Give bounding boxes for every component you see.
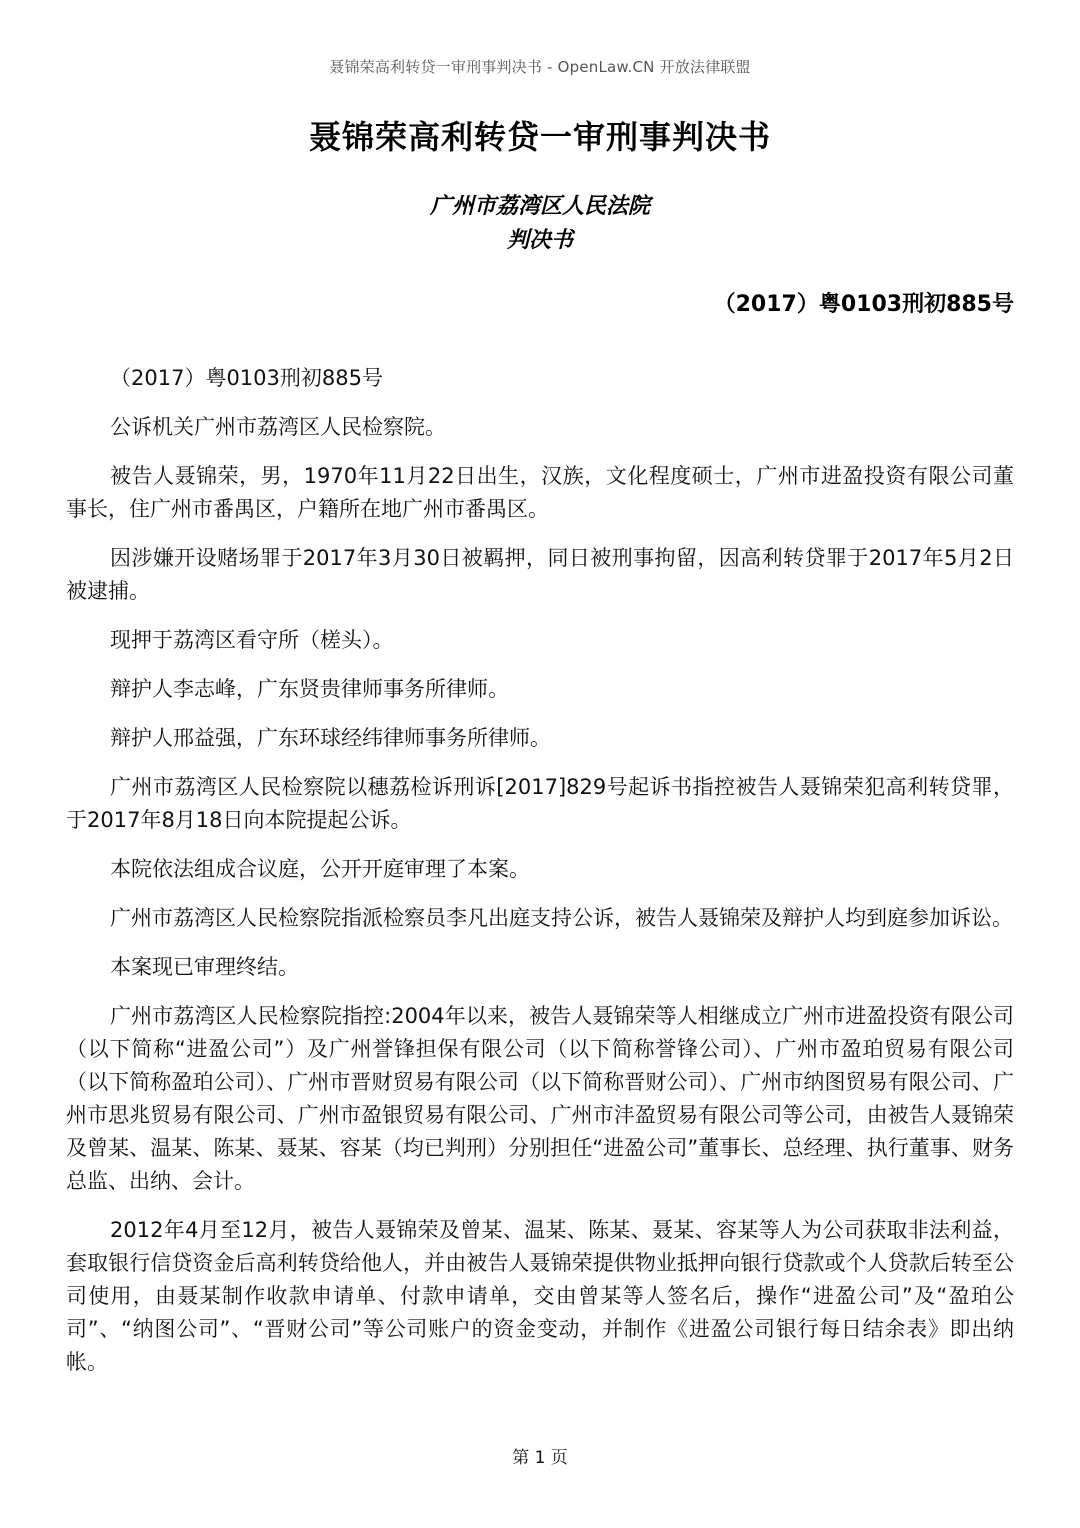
- paragraph-custody: 现押于荔湾区看守所（槎头）。: [110, 628, 394, 652]
- judgment-body: [66, 362, 1014, 1395]
- court-name: 广州市荔湾区人民法院: [429, 194, 650, 219]
- paragraph-case-number: （2017）粤0103刑初885号: [110, 366, 383, 390]
- paragraph-indictment: 广州市荔湾区人民检察院以穗荔检诉刑诉[2017]829号起诉书指控被告人聂锦荣犯高利转贷罪，于2017年8月18日向本院提起公诉。: [66, 775, 1014, 832]
- paragraph-prosecutor: 公诉机关广州市荔湾区人民检察院。: [110, 415, 446, 439]
- paragraph-detention: 因涉嫌开设赌场罪于2017年3月30日被羁押，同日被刑事拘留，因高利转贷罪于2017年5月2日被逮捕。: [66, 546, 1014, 603]
- court-block: [0, 190, 1080, 258]
- page-number: 第 1 页: [512, 1448, 568, 1468]
- paragraph-court-session: 广州市荔湾区人民检察院指派检察员李凡出庭支持公诉，被告人聂锦荣及辩护人均到庭参加诉讼。: [110, 906, 1013, 930]
- paragraph-concluded: 本案现已审理终结。: [110, 955, 299, 979]
- paragraph-charges: 广州市荔湾区人民检察院指控:2004年以来，被告人聂锦荣等人相继成立广州市进盈投资有限公司（以下简称“进盈公司”）及广州誉锋担保有限公司（以下简称誉锋公司）、广州市盈珀贸易有限公司（以下简称盈珀公司）、广州市晋财贸易有限公司（以下简称晋财公司）、广州市纳图贸易有限公司、广州市思兆贸易有限公司、广州市盈银贸易有限公司、广州市沣盈贸易有限公司等公司，由被告人聂锦荣及曾某、温某、陈某、聂某、容某（均已判刑）分别担任“进盈公司”董事长、总经理、执行董事、财务总监、出纳、会计。: [66, 1004, 1014, 1193]
- paragraph-defender-1: 辩护人李志峰，广东贤贵律师事务所律师。: [110, 677, 509, 701]
- case-number: （2017）粤0103刑初885号: [713, 292, 1014, 317]
- document-title: 聂锦荣高利转贷一审刑事判决书: [308, 118, 771, 156]
- paragraph-defender-2: 辩护人邢益强，广东环球经纬律师事务所律师。: [110, 726, 551, 750]
- document-type: 判决书: [506, 228, 573, 253]
- paragraph-defendant: 被告人聂锦荣，男，1970年11月22日出生，汉族，文化程度硕士，广州市进盈投资有限公司董事长，住广州市番禺区，户籍所在地广州市番禺区。: [66, 464, 1014, 521]
- running-header: 聂锦荣高利转贷一审刑事判决书 - OpenLaw.CN 开放法律联盟: [329, 58, 751, 76]
- paragraph-facts: 2012年4月至12月，被告人聂锦荣及曾某、温某、陈某、聂某、容某等人为公司获取非法利益，套取银行信贷资金后高利转贷给他人，并由被告人聂锦荣提供物业抵押向银行贷款或个人贷款后转至公司使用，由聂某制作收款申请单、付款申请单，交由曾某等人签名后，操作“进盈公司”及“盈珀公司”、“纳图公司”、“晋财公司”等公司账户的资金变动，并制作《进盈公司银行每日结余表》即出纳帐。: [66, 1218, 1014, 1374]
- paragraph-trial: 本院依法组成合议庭，公开开庭审理了本案。: [110, 857, 530, 881]
